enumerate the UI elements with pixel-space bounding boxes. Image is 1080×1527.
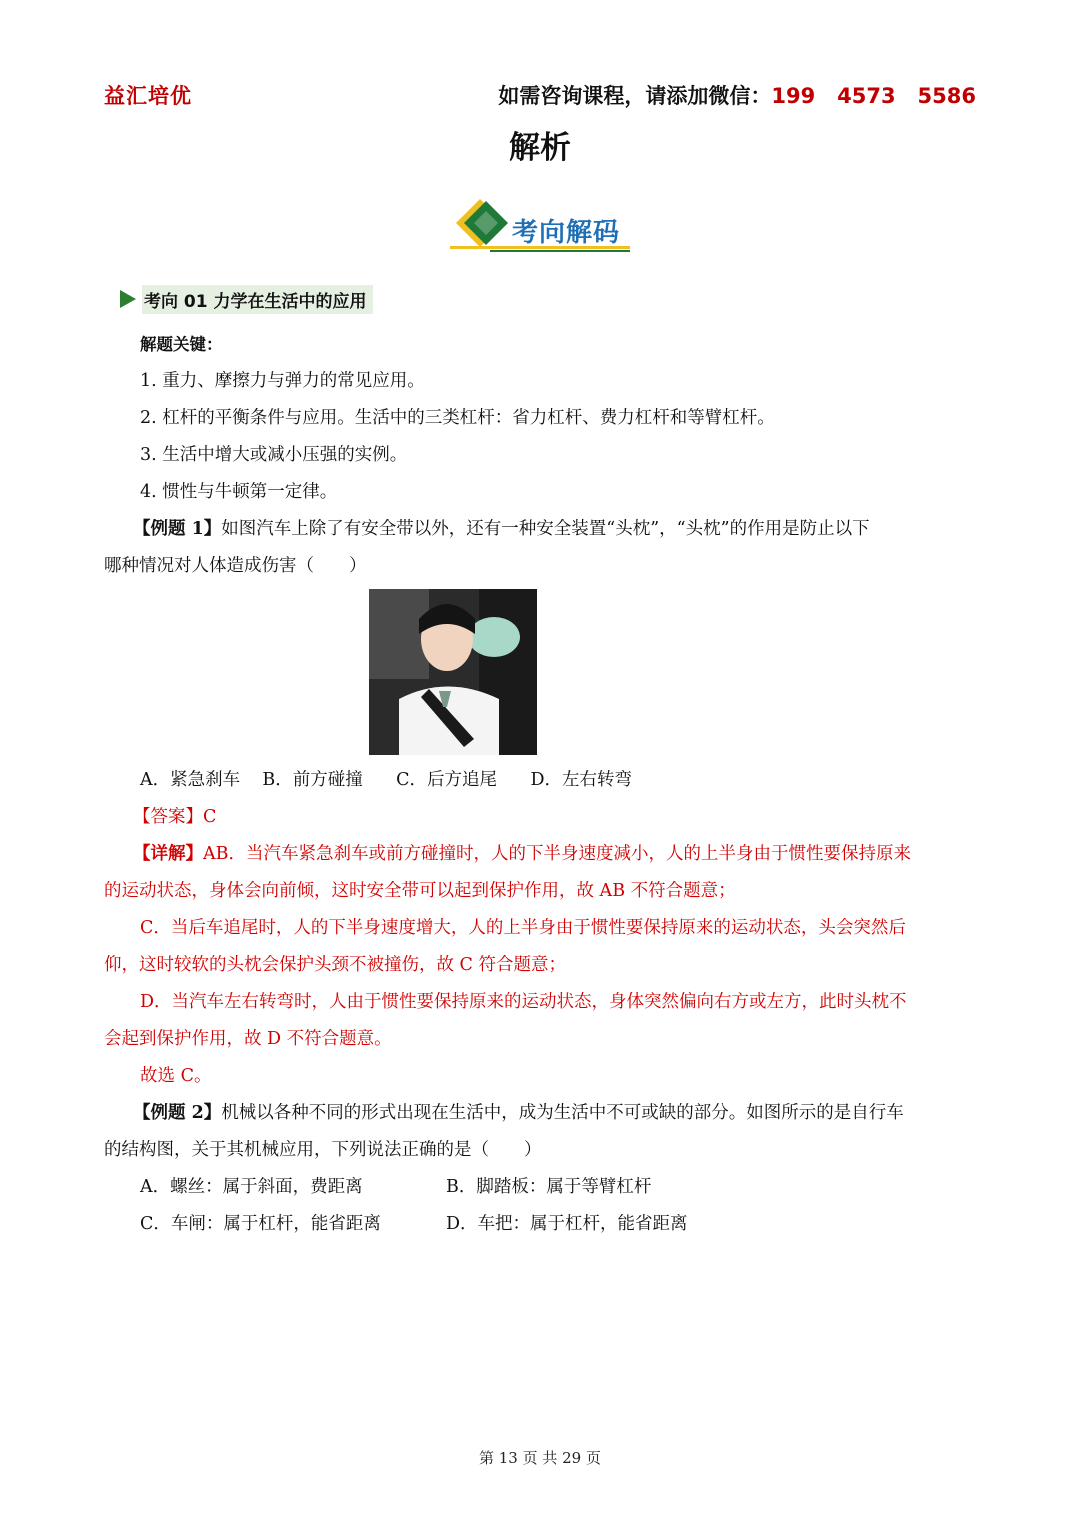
example1-text2: 哪种情况对人体造成伤害（ ） [104, 556, 367, 576]
example2-text2: 的结构图，关于其机械应用，下列说法正确的是（ ） [104, 1140, 542, 1160]
wechat-number: 199 4573 5586 [771, 84, 976, 108]
example2-option-a: A．螺丝：属于斜面，费距离 [140, 1177, 363, 1197]
example1-option-a: A．紧急刹车 [140, 770, 241, 790]
key-point-2: 2. 杠杆的平衡条件与应用。生活中的三类杠杆：省力杠杆、费力杠杆和等臂杠杆。 [140, 408, 775, 428]
detail3a: D．当汽车左右转弯时，人由于惯性要保持原来的运动状态，身体突然偏向右方或左方，此时头枕不 [140, 992, 907, 1012]
detail2b: 仰，这时较软的头枕会保护头颈不被撞伤，故 C 符合题意； [104, 955, 567, 975]
section-heading [120, 284, 373, 314]
header-brand: 益汇培优 [104, 84, 192, 108]
detail-tag: 【详解】 [133, 844, 203, 864]
example1-answer: 【答案】C [133, 807, 217, 827]
example1-options [140, 766, 632, 791]
example2-option-d: D．车把：属于杠杆，能省距离 [446, 1214, 688, 1234]
page-number: 第 13 页 共 29 页 [478, 1449, 601, 1467]
page-title: 解析 [509, 130, 571, 166]
example1-detail-line1 [133, 840, 911, 865]
example1-question-line1 [133, 515, 870, 540]
key-point-3: 3. 生活中增大或减小压强的实例。 [140, 445, 408, 465]
example1-option-d: D．左右转弯 [530, 770, 632, 790]
banner-underline-green [490, 250, 630, 252]
example1-option-c: C．后方追尾 [396, 770, 498, 790]
detail2a: C．当后车追尾时，人的下半身速度增大，人的上半身由于惯性要保持原来的运动状态，头会突然后 [140, 918, 906, 938]
triangle-arrow-icon [120, 290, 136, 308]
banner-title: 考向解码 [512, 218, 621, 248]
contact-prefix: 如需咨询课程，请添加微信： [498, 84, 772, 108]
driver-headrest-photo [369, 589, 537, 755]
example1-conclusion: 故选 C。 [140, 1066, 212, 1086]
detail1a: AB．当汽车紧急刹车或前方碰撞时，人的下半身速度减小，人的上半身由于惯性要保持原来 [203, 844, 911, 864]
section-label: 考向 01 力学在生活中的应用 [142, 285, 373, 314]
key-label: 解题关键： [140, 335, 223, 354]
detail3b: 会起到保护作用，故 D 不符合题意。 [104, 1029, 392, 1049]
example1-text1: 如图汽车上除了有安全带以外，还有一种安全装置“头枕”，“头枕”的作用是防止以下 [221, 519, 870, 539]
example2-option-b: B．脚踏板：属于等臂杠杆 [446, 1177, 652, 1197]
key-point-1: 1. 重力、摩擦力与弹力的常见应用。 [140, 371, 425, 391]
example1-tag: 【例题 1】 [133, 519, 222, 539]
detail1b: 的运动状态，身体会向前倾，这时安全带可以起到保护作用，故 AB 不符合题意； [104, 881, 736, 901]
header-contact [498, 80, 976, 110]
example2-text1: 机械以各种不同的形式出现在生活中，成为生活中不可或缺的部分。如图所示的是自行车 [221, 1103, 904, 1123]
example2-tag: 【例题 2】 [133, 1103, 222, 1123]
example2-question-line1 [133, 1099, 904, 1124]
example2-option-c: C．车闸：属于杠杆，能省距离 [140, 1214, 381, 1234]
key-point-4: 4. 惯性与牛顿第一定律。 [140, 482, 338, 502]
example1-option-b: B．前方碰撞 [262, 770, 363, 790]
